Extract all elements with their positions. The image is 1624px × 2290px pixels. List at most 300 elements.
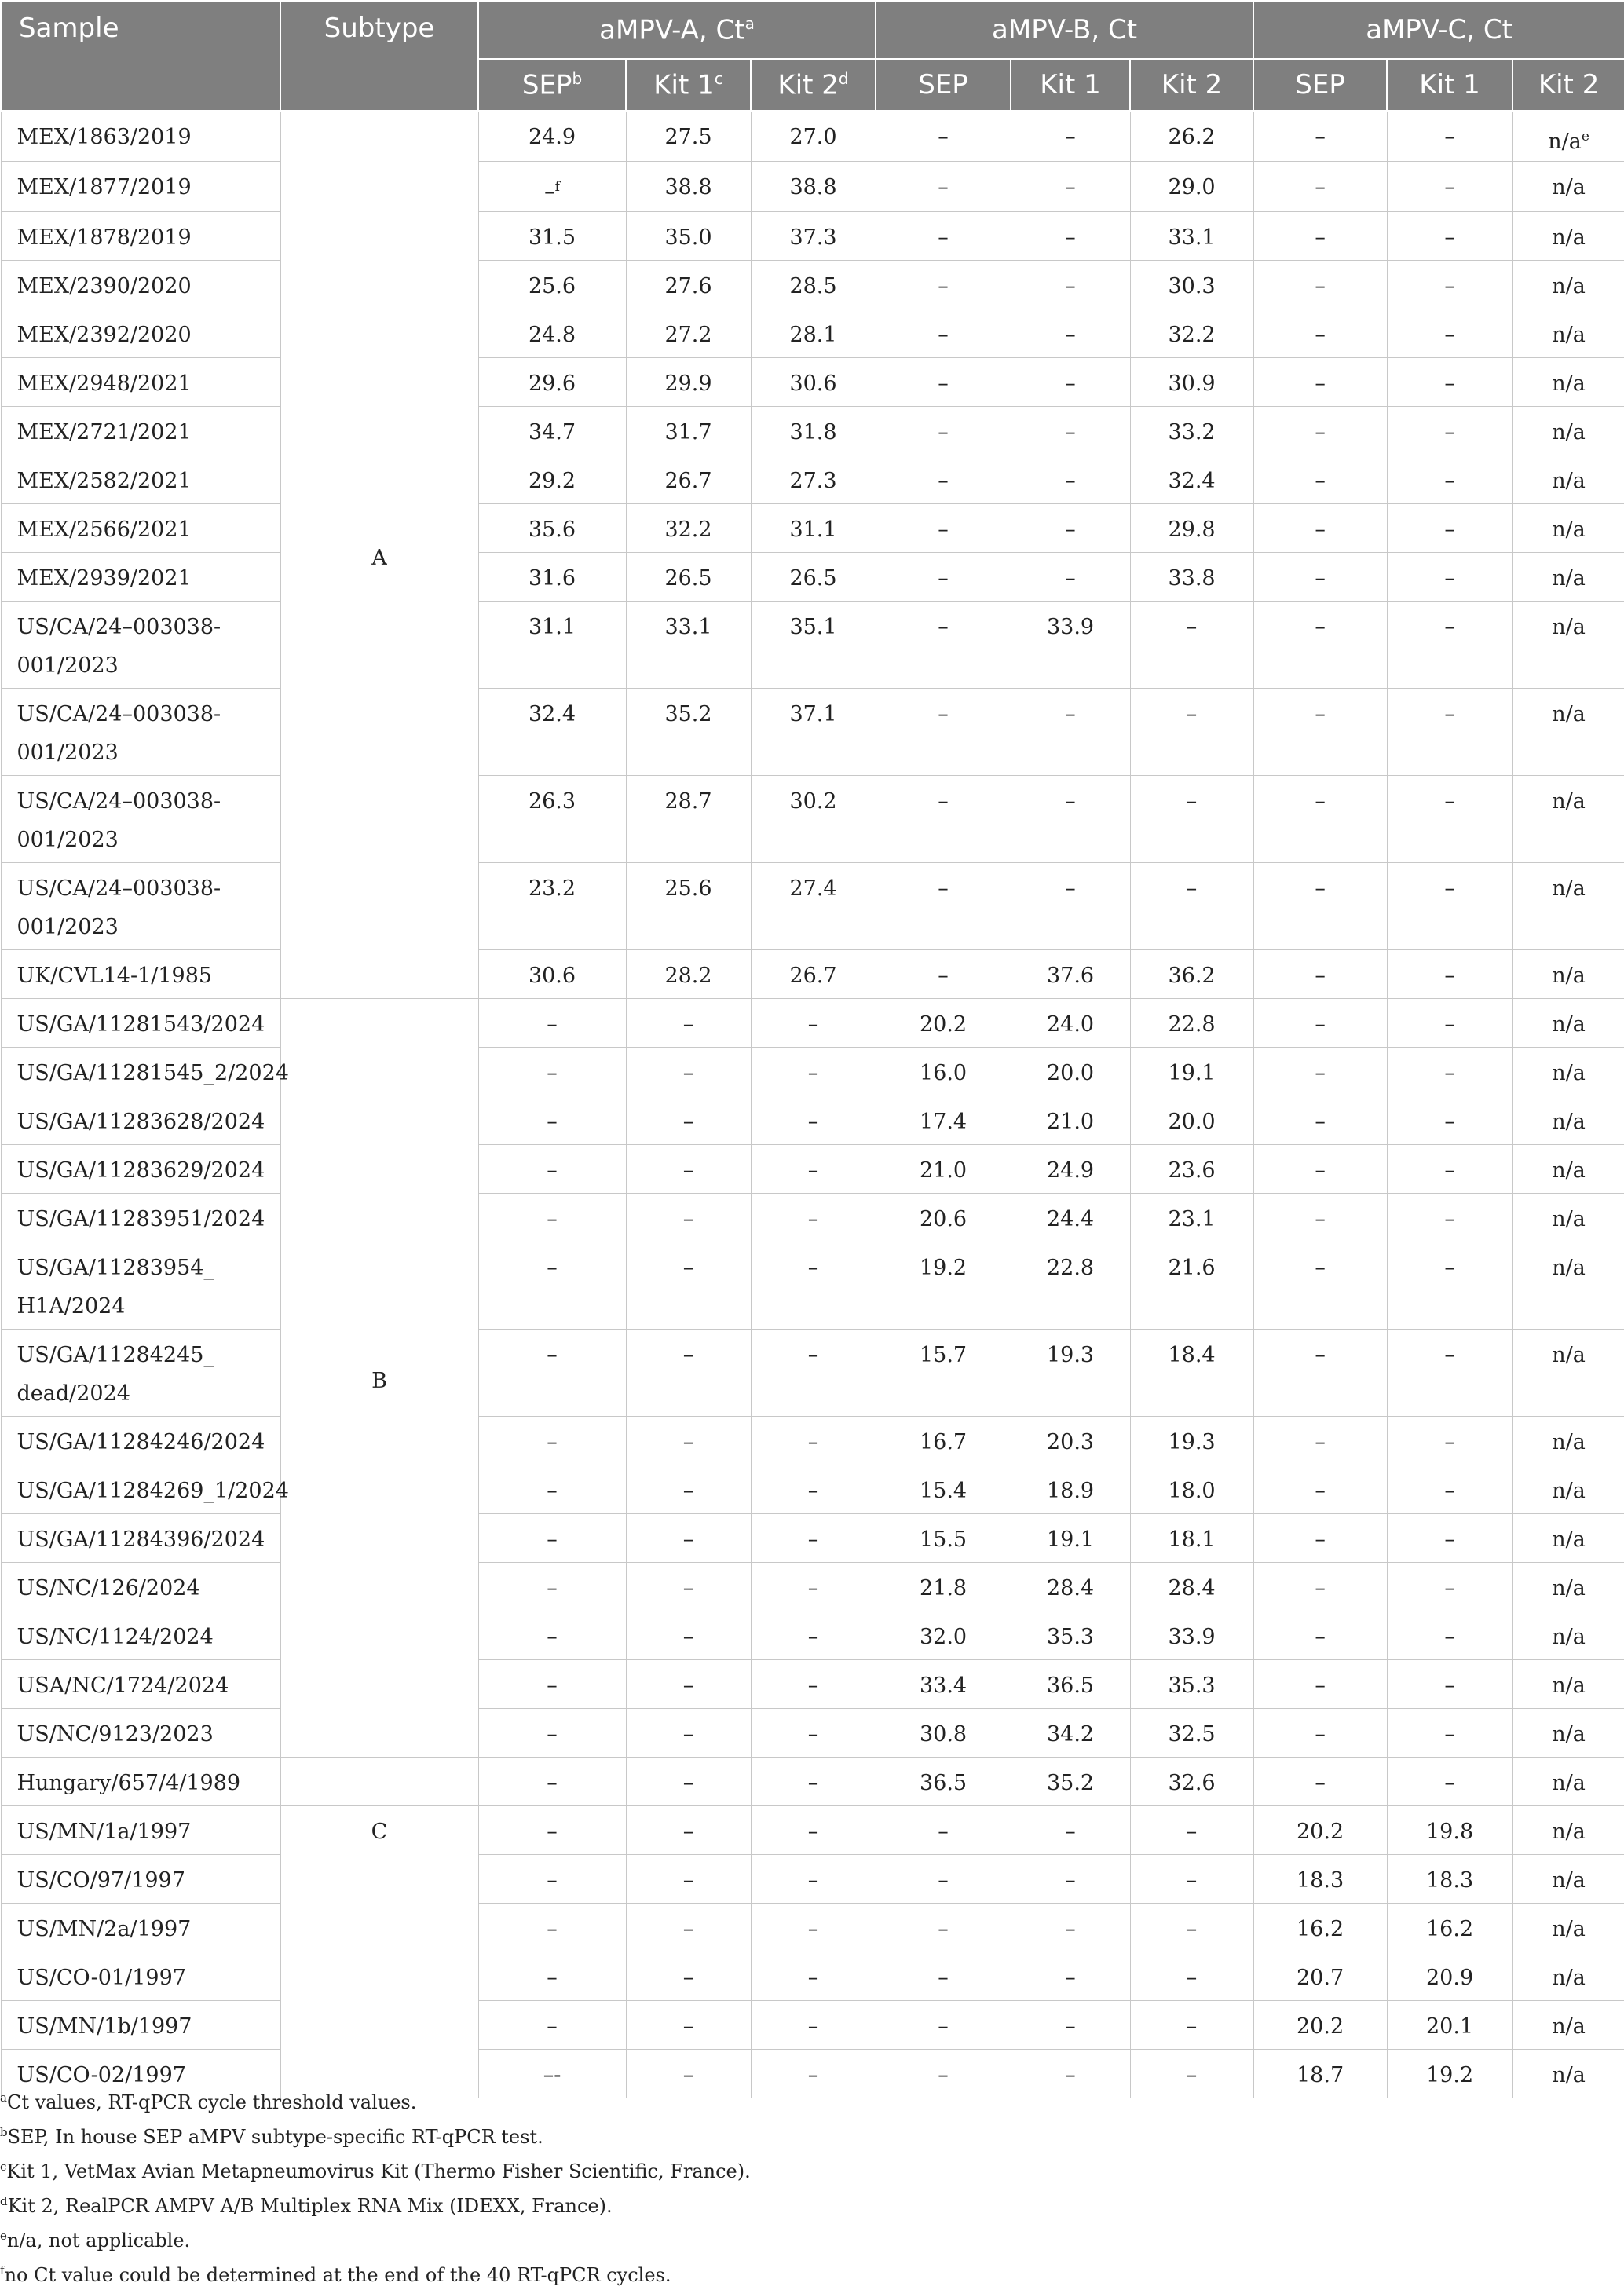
sample-cell: US/NC/1124/2024 <box>1 1611 280 1660</box>
value-cell: – <box>626 1417 751 1465</box>
value-cell: 33.4 <box>876 1660 1011 1709</box>
value-cell: 32.6 <box>1130 1758 1253 1806</box>
value-cell: n/a <box>1512 1855 1624 1904</box>
value-cell: 19.3 <box>1130 1417 1253 1465</box>
value-cell: – <box>478 1709 626 1758</box>
value-cell: – <box>626 1758 751 1806</box>
value-cell: n/a <box>1512 1465 1624 1514</box>
value-cell: n/a <box>1512 162 1624 212</box>
value-cell: 35.3 <box>1011 1611 1130 1660</box>
value-cell: 31.1 <box>478 602 626 689</box>
value-cell: – <box>876 455 1011 504</box>
sample-cell: US/GA/11284246/2024 <box>1 1417 280 1465</box>
value-cell: – <box>1387 1194 1512 1242</box>
value-cell: 20.0 <box>1130 1096 1253 1145</box>
value-cell: – <box>1253 455 1387 504</box>
value-cell: – <box>1387 602 1512 689</box>
value-cell: 35.1 <box>751 602 876 689</box>
value-cell: 18.7 <box>1253 2050 1387 2098</box>
value-cell: 15.4 <box>876 1465 1011 1514</box>
value-cell: – <box>478 1194 626 1242</box>
value-cell: – <box>1011 111 1130 162</box>
value-cell: – <box>1253 261 1387 309</box>
value-cell: – <box>876 602 1011 689</box>
value-cell: – <box>1253 1758 1387 1806</box>
sample-cell: US/GA/11283951/2024 <box>1 1194 280 1242</box>
value-cell: – <box>1011 309 1130 358</box>
header-sample: Sample <box>1 1 280 111</box>
value-cell: – <box>1387 1514 1512 1563</box>
table-row <box>1 1806 1624 1855</box>
header-col: Kit 2 <box>1512 59 1624 111</box>
value-cell: – <box>1253 689 1387 776</box>
value-cell: 18.9 <box>1011 1465 1130 1514</box>
value-cell: – <box>751 1417 876 1465</box>
table-row <box>1 309 1624 358</box>
value-cell: – <box>876 2001 1011 2050</box>
value-cell: 24.0 <box>1011 999 1130 1048</box>
table-row <box>1 162 1624 212</box>
value-cell: n/a <box>1512 1660 1624 1709</box>
value-cell: – <box>1011 776 1130 863</box>
value-cell: n/a <box>1512 1611 1624 1660</box>
value-cell: – <box>478 1048 626 1096</box>
value-cell: 27.4 <box>751 863 876 950</box>
value-cell: 35.2 <box>626 689 751 776</box>
value-cell: 20.2 <box>1253 2001 1387 2050</box>
value-cell: 28.2 <box>626 950 751 999</box>
value-cell: n/a <box>1512 1145 1624 1194</box>
value-cell: – <box>478 1514 626 1563</box>
value-cell: – <box>478 1563 626 1611</box>
value-cell: 16.2 <box>1253 1904 1387 1952</box>
value-cell: 20.6 <box>876 1194 1011 1242</box>
value-cell: 30.6 <box>751 358 876 407</box>
value-cell: 21.0 <box>1011 1096 1130 1145</box>
value-cell: 30.2 <box>751 776 876 863</box>
value-cell: – <box>626 1952 751 2001</box>
value-cell: 26.7 <box>626 455 751 504</box>
value-cell: – <box>1253 1330 1387 1417</box>
value-cell: 33.2 <box>1130 407 1253 455</box>
table-row <box>1 1611 1624 1660</box>
value-cell: – <box>626 1806 751 1855</box>
value-cell: – <box>751 1563 876 1611</box>
value-cell: 34.2 <box>1011 1709 1130 1758</box>
value-cell: n/a <box>1512 212 1624 261</box>
table-row <box>1 1330 1624 1417</box>
table-row <box>1 999 1624 1048</box>
value-cell: – <box>1011 407 1130 455</box>
header-col: Kit 2$^d$ <box>751 59 876 111</box>
table-row <box>1 358 1624 407</box>
value-cell: – <box>1387 407 1512 455</box>
value-cell: 32.2 <box>626 504 751 553</box>
value-cell: – <box>478 1806 626 1855</box>
value-cell: 24.9 <box>1011 1145 1130 1194</box>
value-cell: – <box>1011 162 1130 212</box>
value-cell: – <box>1387 1758 1512 1806</box>
value-cell: – <box>478 1952 626 2001</box>
value-cell: 19.8 <box>1387 1806 1512 1855</box>
sample-cell: US/NC/126/2024 <box>1 1563 280 1611</box>
value-cell: – <box>478 1904 626 1952</box>
table-row <box>1 950 1624 999</box>
footnote: $^d$Kit 2, RealPCR AMPV A/B Multiplex RNA Mix (IDEXX, France). <box>0 2194 613 2217</box>
value-cell: – <box>626 1145 751 1194</box>
value-cell: – <box>1387 358 1512 407</box>
value-cell: – <box>1130 602 1253 689</box>
value-cell: 37.1 <box>751 689 876 776</box>
value-cell: – <box>1253 1048 1387 1096</box>
value-cell: 21.6 <box>1130 1242 1253 1330</box>
value-cell: 18.1 <box>1130 1514 1253 1563</box>
value-cell: 26.5 <box>626 553 751 602</box>
value-cell: 28.4 <box>1130 1563 1253 1611</box>
sample-cell: USA/NC/1724/2024 <box>1 1660 280 1709</box>
value-cell: – <box>626 1660 751 1709</box>
value-cell: – <box>1130 1806 1253 1855</box>
value-cell: – <box>876 863 1011 950</box>
value-cell: – <box>626 999 751 1048</box>
value-cell: – <box>1253 1242 1387 1330</box>
value-cell: – <box>626 1242 751 1330</box>
sample-cell: MEX/1863/2019 <box>1 111 280 162</box>
value-cell: – <box>876 261 1011 309</box>
value-cell: – <box>876 776 1011 863</box>
value-cell: 19.1 <box>1011 1514 1130 1563</box>
value-cell: – <box>876 309 1011 358</box>
value-cell: 19.2 <box>876 1242 1011 1330</box>
value-cell: n/a <box>1512 455 1624 504</box>
value-cell: – <box>1130 1952 1253 2001</box>
value-cell: – <box>751 1194 876 1242</box>
table-row <box>1 1048 1624 1096</box>
value-cell: n/a <box>1512 1048 1624 1096</box>
header-col: SEP$^b$ <box>478 59 626 111</box>
value-cell: – <box>751 1242 876 1330</box>
value-cell: 26.5 <box>751 553 876 602</box>
value-cell: 38.8 <box>751 162 876 212</box>
value-cell: 18.3 <box>1387 1855 1512 1904</box>
value-cell: 32.5 <box>1130 1709 1253 1758</box>
value-cell: n/a <box>1512 950 1624 999</box>
value-cell: 35.0 <box>626 212 751 261</box>
sample-cell: US/GA/11283629/2024 <box>1 1145 280 1194</box>
value-cell: n/a <box>1512 999 1624 1048</box>
value-cell: 18.0 <box>1130 1465 1253 1514</box>
value-cell: – <box>1011 261 1130 309</box>
value-cell: – <box>1253 358 1387 407</box>
value-cell: – <box>626 1904 751 1952</box>
value-cell: – <box>1253 1563 1387 1611</box>
value-cell: – <box>1253 1709 1387 1758</box>
sample-cell: MEX/1878/2019 <box>1 212 280 261</box>
sample-cell: US/CO/97/1997 <box>1 1855 280 1904</box>
value-cell: 28.4 <box>1011 1563 1130 1611</box>
value-cell: – <box>478 1330 626 1417</box>
value-cell: – <box>626 1096 751 1145</box>
value-cell: 25.6 <box>626 863 751 950</box>
value-cell: – <box>478 1660 626 1709</box>
value-cell: – <box>1253 162 1387 212</box>
value-cell: n/a <box>1512 261 1624 309</box>
sample-cell: MEX/1877/2019 <box>1 162 280 212</box>
value-cell: – <box>751 1514 876 1563</box>
value-cell: – <box>478 1242 626 1330</box>
value-cell: 31.5 <box>478 212 626 261</box>
value-cell: – <box>876 1855 1011 1904</box>
value-cell: – <box>1253 1096 1387 1145</box>
footnote: $^f$no Ct value could be determined at the end of the 40 RT-qPCR cycles. <box>0 2263 671 2286</box>
value-cell: – <box>1253 212 1387 261</box>
value-cell: – <box>1253 504 1387 553</box>
sample-cell: MEX/2948/2021 <box>1 358 280 407</box>
value-cell: n/a <box>1512 2050 1624 2098</box>
value-cell: – <box>751 2050 876 2098</box>
value-cell: – <box>1253 776 1387 863</box>
value-cell: – <box>1387 261 1512 309</box>
value-cell: – <box>876 504 1011 553</box>
value-cell: – <box>1253 1194 1387 1242</box>
table-row <box>1 1855 1624 1904</box>
value-cell: – <box>1253 1145 1387 1194</box>
header-col: Kit 1 <box>1387 59 1512 111</box>
value-cell: – <box>1130 863 1253 950</box>
footnote: $^a$Ct values, RT-qPCR cycle threshold values. <box>0 2091 417 2113</box>
table-row <box>1 1514 1624 1563</box>
value-cell: 37.3 <box>751 212 876 261</box>
value-cell: – <box>1387 1242 1512 1330</box>
value-cell: 26.2 <box>1130 111 1253 162</box>
value-cell: – <box>626 1330 751 1417</box>
value-cell: – <box>751 1855 876 1904</box>
value-cell: – <box>1387 950 1512 999</box>
table-row <box>1 1096 1624 1145</box>
value-cell: – <box>876 407 1011 455</box>
table-row <box>1 1563 1624 1611</box>
value-cell: 31.6 <box>478 553 626 602</box>
value-cell: 21.0 <box>876 1145 1011 1194</box>
subtype-cell <box>280 1758 478 1806</box>
value-cell: – <box>1387 309 1512 358</box>
value-cell: – <box>1011 2001 1130 2050</box>
header-col: SEP <box>1253 59 1387 111</box>
value-cell: – <box>626 1514 751 1563</box>
value-cell: 30.9 <box>1130 358 1253 407</box>
sample-cell: Hungary/657/4/1989 <box>1 1758 280 1806</box>
value-cell: – <box>1387 162 1512 212</box>
value-cell: n/a <box>1512 504 1624 553</box>
value-cell: 34.7 <box>478 407 626 455</box>
value-cell: 33.9 <box>1130 1611 1253 1660</box>
sample-cell: US/CA/24–003038- 001/2023 <box>1 863 280 950</box>
value-cell: – <box>1130 1855 1253 1904</box>
value-cell: 32.4 <box>1130 455 1253 504</box>
value-cell: – <box>478 1758 626 1806</box>
value-cell: – <box>1387 1417 1512 1465</box>
value-cell: n/a <box>1512 1952 1624 2001</box>
value-cell: n/a <box>1512 1806 1624 1855</box>
value-cell: 22.8 <box>1011 1242 1130 1330</box>
value-cell: – <box>876 111 1011 162</box>
value-cell: 29.2 <box>478 455 626 504</box>
footnotes <box>0 2083 751 2290</box>
value-cell: – <box>1011 863 1130 950</box>
value-cell: – <box>478 1417 626 1465</box>
sample-cell: US/MN/1a/1997 <box>1 1806 280 1855</box>
value-cell: 31.7 <box>626 407 751 455</box>
value-cell: n/a <box>1512 309 1624 358</box>
value-cell: – <box>1387 455 1512 504</box>
value-cell: – <box>1387 999 1512 1048</box>
value-cell: 33.1 <box>626 602 751 689</box>
table-row <box>1 1660 1624 1709</box>
value-cell: 19.3 <box>1011 1330 1130 1417</box>
value-cell: – <box>626 2050 751 2098</box>
sample-cell: US/GA/11283628/2024 <box>1 1096 280 1145</box>
value-cell: – <box>1387 504 1512 553</box>
sample-cell: MEX/2566/2021 <box>1 504 280 553</box>
value-cell: 20.2 <box>1253 1806 1387 1855</box>
value-cell: 38.8 <box>626 162 751 212</box>
value-cell: – <box>1387 863 1512 950</box>
value-cell: 16.7 <box>876 1417 1011 1465</box>
value-cell: – <box>1011 1806 1130 1855</box>
value-cell: – <box>751 1611 876 1660</box>
table-row <box>1 553 1624 602</box>
header-col: SEP <box>876 59 1011 111</box>
value-cell: 33.1 <box>1130 212 1253 261</box>
value-cell: $n/a^e$ <box>1512 111 1624 162</box>
table-row <box>1 689 1624 776</box>
value-cell: – <box>1253 1660 1387 1709</box>
value-cell: 20.1 <box>1387 2001 1512 2050</box>
value-cell: – <box>1253 1417 1387 1465</box>
value-cell: – <box>1130 689 1253 776</box>
value-cell: – <box>876 2050 1011 2098</box>
value-cell: 20.9 <box>1387 1952 1512 2001</box>
table-row <box>1 1145 1624 1194</box>
table-row <box>1 1194 1624 1242</box>
table-row <box>1 1242 1624 1330</box>
table-row <box>1 776 1624 863</box>
value-cell: – <box>1011 455 1130 504</box>
value-cell: 32.0 <box>876 1611 1011 1660</box>
header-group-ampv-c: aMPV-C, Ct <box>1253 1 1624 59</box>
table-row <box>1 212 1624 261</box>
value-cell: 20.2 <box>876 999 1011 1048</box>
sample-cell: MEX/2390/2020 <box>1 261 280 309</box>
table-row <box>1 407 1624 455</box>
value-cell: n/a <box>1512 407 1624 455</box>
value-cell: – <box>1253 309 1387 358</box>
value-cell: – <box>1130 1904 1253 1952</box>
header-col: Kit 1 <box>1011 59 1130 111</box>
value-cell: n/a <box>1512 602 1624 689</box>
value-cell: – <box>1130 2050 1253 2098</box>
value-cell: – <box>1253 1465 1387 1514</box>
value-cell: 33.9 <box>1011 602 1130 689</box>
value-cell: – <box>1387 1611 1512 1660</box>
value-cell: – <box>478 1096 626 1145</box>
value-cell: 27.2 <box>626 309 751 358</box>
value-cell: – <box>1387 1048 1512 1096</box>
value-cell: – <box>1011 212 1130 261</box>
value-cell: 24.8 <box>478 309 626 358</box>
value-cell: n/a <box>1512 553 1624 602</box>
value-cell: 16.0 <box>876 1048 1011 1096</box>
table-row <box>1 1904 1624 1952</box>
value-cell: 20.7 <box>1253 1952 1387 2001</box>
subtype-cell: A <box>280 111 478 999</box>
value-cell: 28.7 <box>626 776 751 863</box>
subtype-cell: B <box>280 999 478 1758</box>
value-cell: – <box>1253 950 1387 999</box>
header-col: Kit 2 <box>1130 59 1253 111</box>
value-cell: – <box>626 1855 751 1904</box>
value-cell: – <box>1387 1563 1512 1611</box>
value-cell: – <box>751 1096 876 1145</box>
table-row <box>1 455 1624 504</box>
value-cell: – <box>1387 1096 1512 1145</box>
sample-cell: US/GA/11284396/2024 <box>1 1514 280 1563</box>
value-cell: – <box>626 2001 751 2050</box>
value-cell: 15.5 <box>876 1514 1011 1563</box>
value-cell: 18.3 <box>1253 1855 1387 1904</box>
value-cell: – <box>751 1904 876 1952</box>
value-cell: – <box>1387 1465 1512 1514</box>
value-cell: 28.5 <box>751 261 876 309</box>
value-cell: – <box>751 1806 876 1855</box>
value-cell: – <box>478 1855 626 1904</box>
value-cell: – <box>626 1611 751 1660</box>
value-cell: 23.2 <box>478 863 626 950</box>
value-cell: – <box>626 1709 751 1758</box>
value-cell: 26.3 <box>478 776 626 863</box>
value-cell: – <box>1387 1330 1512 1417</box>
value-cell: 18.4 <box>1130 1330 1253 1417</box>
header-group-ampv-a: aMPV-A, Ct$^a$ <box>478 1 876 59</box>
sample-cell: US/CO-01/1997 <box>1 1952 280 2001</box>
value-cell: n/a <box>1512 358 1624 407</box>
value-cell: 30.8 <box>876 1709 1011 1758</box>
table-row <box>1 1758 1624 1806</box>
value-cell: n/a <box>1512 2001 1624 2050</box>
value-cell: 27.3 <box>751 455 876 504</box>
value-cell: – <box>1130 2001 1253 2050</box>
value-cell: – <box>626 1194 751 1242</box>
value-cell: – <box>751 1145 876 1194</box>
value-cell: – <box>1011 689 1130 776</box>
value-cell: – <box>1253 1611 1387 1660</box>
value-cell: – <box>1387 1145 1512 1194</box>
value-cell: n/a <box>1512 1904 1624 1952</box>
value-cell: 32.4 <box>478 689 626 776</box>
subtype-cell: C <box>280 1806 478 2098</box>
value-cell: – <box>751 1465 876 1514</box>
value-cell: – <box>1387 1709 1512 1758</box>
sample-cell: MEX/2392/2020 <box>1 309 280 358</box>
value-cell: – <box>1387 689 1512 776</box>
value-cell: 35.3 <box>1130 1660 1253 1709</box>
sample-cell: US/MN/2a/1997 <box>1 1904 280 1952</box>
value-cell: – <box>1253 863 1387 950</box>
value-cell: – <box>1253 999 1387 1048</box>
value-cell: – <box>751 1758 876 1806</box>
table-row <box>1 2001 1624 2050</box>
value-cell: n/a <box>1512 1709 1624 1758</box>
